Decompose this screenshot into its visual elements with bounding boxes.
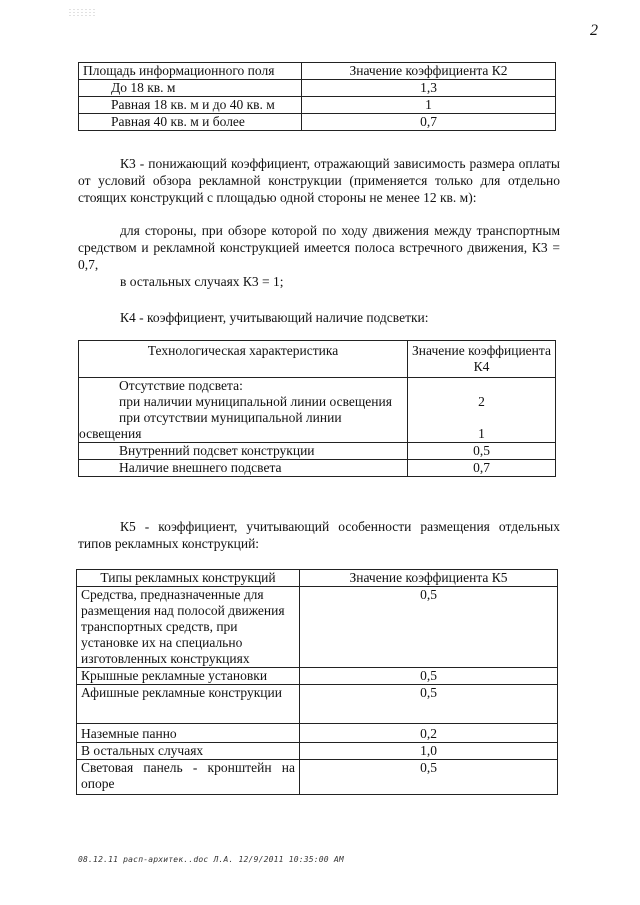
cell: Афишные рекламные конструкции	[77, 685, 300, 724]
header-cell: Значение коэффициента К2	[302, 63, 556, 80]
header-cell: Площадь информационного поля	[79, 63, 302, 80]
cell: при наличии муниципальной линии освещения	[119, 394, 392, 409]
cell: 0,5	[408, 443, 556, 460]
table-k4	[78, 340, 556, 477]
k5-intro: К5 - коэффициент, учитывающий особенности размещения отдельных типов рекламных конструкций:	[78, 519, 560, 551]
absence-label: Отсутствие подсвета:	[119, 378, 243, 393]
cell: Крышные рекламные установки	[77, 668, 300, 685]
cell: 1	[478, 426, 485, 441]
table-k5	[76, 569, 558, 795]
table-row	[77, 760, 558, 795]
table-row	[77, 685, 558, 724]
table-header-row	[79, 341, 556, 378]
table-row	[77, 743, 558, 760]
header-cell: Значение коэффициента К5	[300, 570, 558, 587]
table-row	[77, 668, 558, 685]
page-number: 2	[590, 22, 598, 39]
cell: 1	[302, 97, 556, 114]
document-footer: 08.12.11 расп-архитек..doc Л.А. 12/9/2011 10:35:00 AM	[78, 855, 344, 864]
header-cell: Технологическая характеристика	[79, 341, 408, 378]
cell: Световая панель - кронштейн на опоре	[77, 760, 300, 795]
table-row	[79, 97, 556, 114]
table-row	[79, 378, 556, 443]
cell: 0,7	[408, 460, 556, 477]
table-header-row	[79, 63, 556, 80]
cell: До 18 кв. м	[79, 80, 302, 97]
header-cell: Типы рекламных конструкций	[77, 570, 300, 587]
cell: 1,0	[300, 743, 558, 760]
table-row	[79, 443, 556, 460]
k3-case2: в остальных случаях К3 = 1;	[120, 274, 284, 289]
table-row	[79, 114, 556, 131]
cell: 0,5	[300, 685, 558, 724]
cell: Наличие внешнего подсвета	[79, 460, 408, 477]
table-row	[79, 460, 556, 477]
cell: Равная 18 кв. м и до 40 кв. м	[79, 97, 302, 114]
table-row	[79, 80, 556, 97]
k3-case1: для стороны, при обзоре которой по ходу движения между транспортным средством и рекламной конструкцией имеется полоса встречного движения, К3 = 0,7,	[78, 223, 560, 272]
table-header-row	[77, 570, 558, 587]
cell: В остальных случаях	[77, 743, 300, 760]
cell: при отсутствии муниципальной линии освещения	[79, 410, 342, 441]
scan-specks	[68, 8, 96, 16]
k4-intro: К4 - коэффициент, учитывающий наличие подсветки:	[120, 310, 429, 325]
header-cell: Значение коэффициента К4	[408, 341, 556, 378]
cell: Равная 40 кв. м и более	[79, 114, 302, 131]
table-row	[77, 587, 558, 668]
cell: Средства, предназначенные для размещения над полосой движения транспортных средств, при установке их на специально изготовленных конструкциях	[77, 587, 300, 668]
table-k2	[78, 62, 556, 131]
cell: Внутренний подсвет конструкции	[79, 443, 408, 460]
table-row	[77, 724, 558, 743]
cell: 0,7	[302, 114, 556, 131]
k3-intro: К3 - понижающий коэффициент, отражающий зависимость размера оплаты от условий обзора рекламной конструкции (применяется только для отдельно стоящих конструкций с площадью одной стороны не менее 12 кв. м):	[78, 156, 560, 205]
cell: 0,5	[300, 587, 558, 668]
cell: 2	[478, 394, 485, 409]
cell: 0,2	[300, 724, 558, 743]
cell: Наземные панно	[77, 724, 300, 743]
cell: 1,3	[302, 80, 556, 97]
cell: 0,5	[300, 760, 558, 795]
cell: 0,5	[300, 668, 558, 685]
